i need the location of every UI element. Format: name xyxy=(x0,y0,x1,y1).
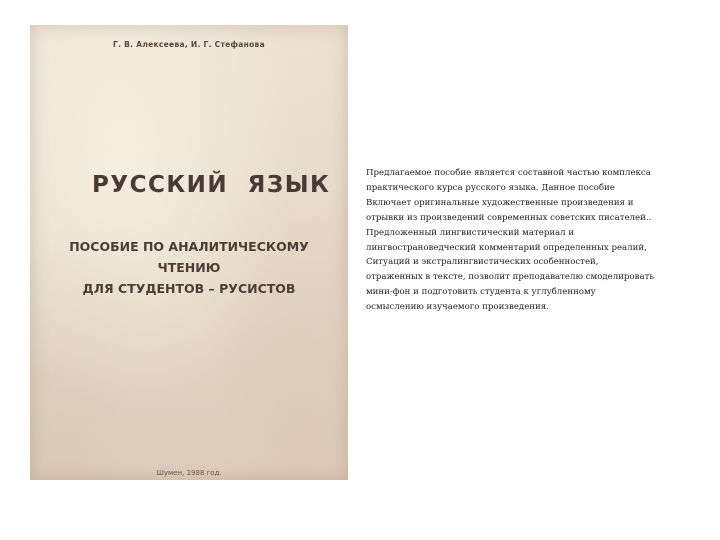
description-line: осмыслению изучаемого произведения. xyxy=(366,302,549,313)
description-line: Ситуаций и экстралингвистических особенностей, xyxy=(366,257,599,268)
cover-subtitle-line: ЧТЕНИЮ xyxy=(157,260,221,275)
cover-subtitle xyxy=(30,236,348,299)
book-cover-image xyxy=(30,25,348,480)
book-description xyxy=(366,166,711,315)
description-line: Предложенный лингвистический материал и xyxy=(366,227,575,238)
description-line: лингвострановедческий комментарий определенных реалий, xyxy=(366,242,647,253)
cover-subtitle-line: ДЛЯ СТУДЕНТОВ – РУСИСТОВ xyxy=(82,281,296,296)
cover-authors: Г. В. Алексеева, И. Г. Стефанова xyxy=(113,40,265,49)
description-line: отрывки из произведений современных советских писателей.. xyxy=(366,212,652,223)
description-line: Включает оригинальные художественные произведения и xyxy=(366,197,634,208)
description-line: мини-фон и подготовить студента к углубленному xyxy=(366,287,596,298)
description-line: Предлагаемое пособие является составной частью комплекса xyxy=(366,168,651,178)
description-line: отраженных в тексте, позволит преподавателю смоделировать xyxy=(366,272,654,283)
description-line: практического курса русского языка. Данное пособие xyxy=(366,182,615,193)
cover-title: РУССКИЙ ЯЗЫК xyxy=(92,172,331,198)
cover-publication-info: Шумен, 1988 год. xyxy=(156,469,222,477)
cover-subtitle-line: ПОСОБИЕ ПО АНАЛИТИЧЕСКОМУ xyxy=(69,239,309,254)
